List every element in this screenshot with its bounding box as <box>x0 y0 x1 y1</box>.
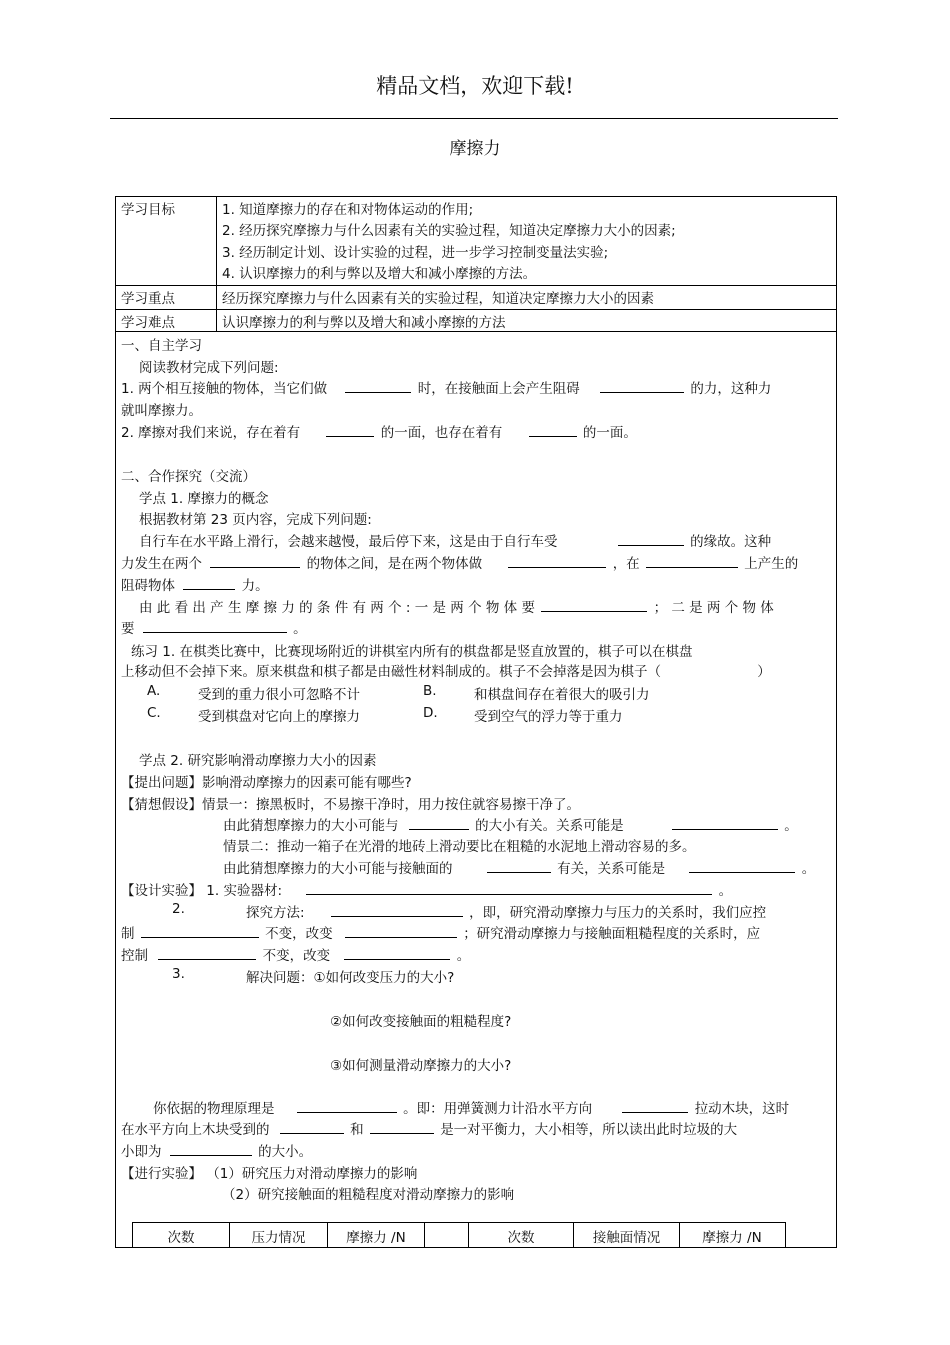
goals-label: 学习目标 <box>121 202 175 218</box>
q1-text-a: 1. 两个相互接触的物体，当它们做 <box>121 381 328 397</box>
answer-blank[interactable] <box>331 902 463 917</box>
p1-text: 要 <box>121 621 135 637</box>
method-text: ，即，研究滑动摩擦力与压力的关系时，我们应控 <box>469 905 767 921</box>
page-header: 精品文档，欢迎下载! <box>376 74 574 98</box>
row-divider <box>115 309 836 310</box>
option-c[interactable]: 受到棋盘对它向上的摩擦力 <box>198 709 360 725</box>
answer-blank[interactable] <box>141 923 259 938</box>
answer-blank[interactable] <box>183 575 235 590</box>
question-1-cont: 就叫摩擦力。 <box>121 403 202 419</box>
difficulty-text: 认识摩擦力的利与弊以及增大和减小摩擦的方法 <box>222 315 506 331</box>
guess-line: 情景二：推动一箱子在光滑的地砖上滑动要比在粗糙的水泥地上滑动容易的多。 <box>223 839 696 855</box>
ask-question: 【提出问题】影响滑动摩擦力的因素可能有哪些? <box>121 775 412 791</box>
answer-blank[interactable] <box>170 1141 252 1156</box>
principle-text: 小即为 <box>121 1144 162 1160</box>
answer-blank[interactable] <box>689 858 795 873</box>
answer-blank[interactable] <box>370 1119 434 1134</box>
point1-line <box>139 530 771 550</box>
option-d[interactable]: 受到空气的浮力等于重力 <box>474 709 623 725</box>
answer-blank[interactable] <box>672 815 778 830</box>
p1-text: 力。 <box>241 578 269 594</box>
p1-text: ； 二 是 两 个 物 体 <box>653 600 774 616</box>
solve-line: 解决问题：①如何改变压力的大小? <box>246 970 455 986</box>
run-line: （2）研究接触面的粗糙程度对滑动摩擦力的影响 <box>222 1187 515 1203</box>
answer-blank[interactable] <box>600 378 684 393</box>
method-text: 制 <box>121 926 135 942</box>
method-num: 2. <box>172 901 185 917</box>
method-text: ；研究滑动摩擦力与接触面粗糙程度的关系时，应 <box>463 926 761 942</box>
option-a[interactable]: 受到的重力很小可忽略不计 <box>198 687 360 703</box>
guess-text: 有关，关系可能是 <box>557 861 666 877</box>
column-divider <box>216 196 217 332</box>
answer-blank[interactable] <box>487 858 551 873</box>
design-line <box>121 879 732 899</box>
guess-line <box>223 857 815 877</box>
goal-item: 4. 认识摩擦力的利与弊以及增大和减小摩擦的方法。 <box>222 266 537 282</box>
page-title: 摩擦力 <box>449 139 501 159</box>
p1-text: 自行车在水平路上滑行，会越来越慢，最后停下来，这是由于自行车受 <box>139 534 558 550</box>
q2-text-b: 的一面，也存在着有 <box>380 425 503 441</box>
header-divider <box>110 118 838 119</box>
focus-text: 经历探究摩擦力与什么因素有关的实验过程，知道决定摩擦力大小的因素 <box>222 291 654 307</box>
principle-text: 在水平方向上木块受到的 <box>121 1122 270 1138</box>
method-text: 不变，改变 <box>262 948 331 964</box>
answer-blank[interactable] <box>210 553 300 568</box>
answer-blank[interactable] <box>622 1098 688 1113</box>
principle-text: 的大小。 <box>258 1144 313 1160</box>
p1-text: 。 <box>293 621 307 637</box>
method-text: 不变，改变 <box>265 926 333 942</box>
p1-text: ，在 <box>612 556 640 572</box>
solve-line: ③如何测量滑动摩擦力的大小? <box>330 1058 512 1074</box>
p1-text: 上产生的 <box>744 556 799 572</box>
answer-blank[interactable] <box>306 880 712 895</box>
design-text: 【设计实验】 1. 实验器材: <box>121 883 283 899</box>
option-key: A. <box>147 683 161 699</box>
guess-text: 由此猜想摩擦力的大小可能与 <box>223 818 399 834</box>
table-header: 摩擦力 /N <box>346 1230 406 1246</box>
point1-heading: 学点 1. 摩擦力的概念 <box>139 491 269 507</box>
option-key: C. <box>147 705 161 721</box>
principle-line <box>153 1097 789 1117</box>
answer-blank[interactable] <box>618 531 684 546</box>
run-line: 【进行实验】 （1）研究压力对滑动摩擦力的影响 <box>121 1166 418 1182</box>
option-b[interactable]: 和棋盘间存在着很大的吸引力 <box>474 687 650 703</box>
point1-intro: 根据教材第 23 页内容，完成下列问题: <box>139 512 372 528</box>
guess-line <box>223 814 798 834</box>
principle-text: 是一对平衡力，大小相等，所以读出此时垃圾的大 <box>440 1122 738 1138</box>
answer-blank[interactable] <box>143 618 287 633</box>
answer-blank[interactable] <box>158 945 256 960</box>
goal-item: 2. 经历探究摩擦力与什么因素有关的实验过程，知道决定摩擦力大小的因素; <box>222 223 676 239</box>
table-header: 次数 <box>507 1230 535 1246</box>
principle-text: 拉动木块，这时 <box>694 1101 790 1117</box>
p1-text: 由 此 看 出 产 生 摩 擦 力 的 条 件 有 两 个 : 一 是 两 个 物 体 要 <box>139 600 535 616</box>
method-text: 。 <box>456 948 471 964</box>
self-study-heading: 一、自主学习 <box>121 338 202 354</box>
question-1 <box>121 377 771 397</box>
principle-text: 和 <box>350 1122 364 1138</box>
solve-line: ②如何改变接触面的粗糙程度? <box>330 1014 512 1030</box>
self-study-intro: 阅读教材完成下列问题: <box>139 360 279 376</box>
table-header: 压力情况 <box>251 1230 306 1246</box>
exercise-text: ） <box>757 664 771 680</box>
design-text: 。 <box>718 883 733 899</box>
table-col-divider <box>424 1222 425 1247</box>
p1-text: 的缘故。这种 <box>690 534 772 550</box>
solve-num: 3. <box>172 966 185 982</box>
guess-line: 【猜想假设】情景一：擦黑板时，不易擦干净时，用力按住就容易擦干净了。 <box>121 797 580 813</box>
answer-blank[interactable] <box>280 1119 344 1134</box>
point2-heading: 学点 2. 研究影响滑动摩擦力大小的因素 <box>139 753 377 769</box>
answer-blank[interactable] <box>508 553 606 568</box>
p1-text: 阻碍物体 <box>121 578 175 594</box>
principle-line <box>121 1140 312 1160</box>
q1-text-b: 时，在接触面上会产生阻碍 <box>417 381 580 397</box>
point1-line <box>139 596 774 616</box>
point1-line <box>121 552 798 572</box>
guess-text: 的大小有关。关系可能是 <box>475 818 624 834</box>
answer-blank[interactable] <box>345 923 457 938</box>
answer-blank[interactable] <box>529 422 577 437</box>
guess-text: 。 <box>784 818 798 834</box>
principle-text: 你依据的物理原理是 <box>153 1101 275 1117</box>
answer-blank[interactable] <box>646 553 738 568</box>
point1-line <box>121 617 307 637</box>
answer-blank[interactable] <box>297 1098 397 1113</box>
q1-text-c: 的力，这种力 <box>690 381 772 397</box>
table-header: 摩擦力 /N <box>702 1230 762 1246</box>
exercise-line: 练习 1. 在棋类比赛中，比赛现场附近的讲棋室内所有的棋盘都是竖直放置的，棋子可以在棋盘 <box>131 644 693 660</box>
method-text: 控制 <box>121 948 148 964</box>
q2-text-a: 2. 摩擦对我们来说，存在着有 <box>121 425 301 441</box>
table-header: 次数 <box>167 1230 195 1246</box>
method-line <box>121 922 760 942</box>
point1-line <box>121 574 269 594</box>
coop-heading: 二、合作探究（交流） <box>121 469 256 485</box>
guess-text: 由此猜想摩擦力的大小可能与接触面的 <box>223 861 453 877</box>
guess-text: 。 <box>801 861 816 877</box>
p1-text: 力发生在两个 <box>121 556 202 572</box>
method-line <box>121 944 470 964</box>
principle-text: 。即：用弹簧测力计沿水平方向 <box>403 1101 593 1117</box>
goal-item: 1. 知道摩擦力的存在和对物体运动的作用; <box>222 202 474 218</box>
principle-line <box>121 1118 737 1138</box>
exercise-text: 上移动但不会掉下来。原来棋盘和棋子都是由磁性材料制成的。棋子不会掉落是因为棋子（ <box>121 664 661 680</box>
method-line <box>246 901 766 921</box>
goal-item: 3. 经历制定计划、设计实验的过程，进一步学习控制变量法实验; <box>222 245 609 261</box>
p1-text: 的物体之间，是在两个物体做 <box>306 556 483 572</box>
table-header: 接触面情况 <box>592 1230 661 1246</box>
answer-blank[interactable] <box>344 945 450 960</box>
q2-text-c: 的一面。 <box>582 425 637 441</box>
answer-blank[interactable] <box>541 597 647 612</box>
row-divider <box>115 331 836 332</box>
answer-blank[interactable] <box>326 422 374 437</box>
exercise-line <box>121 660 771 680</box>
answer-blank[interactable] <box>345 378 411 393</box>
difficulty-label: 学习难点 <box>121 315 175 331</box>
option-key: D. <box>423 705 438 721</box>
answer-blank[interactable] <box>409 815 469 830</box>
method-text: 探究方法: <box>246 905 305 921</box>
question-2 <box>121 421 637 441</box>
row-divider <box>115 285 836 286</box>
option-key: B. <box>423 683 437 699</box>
focus-label: 学习重点 <box>121 291 175 307</box>
